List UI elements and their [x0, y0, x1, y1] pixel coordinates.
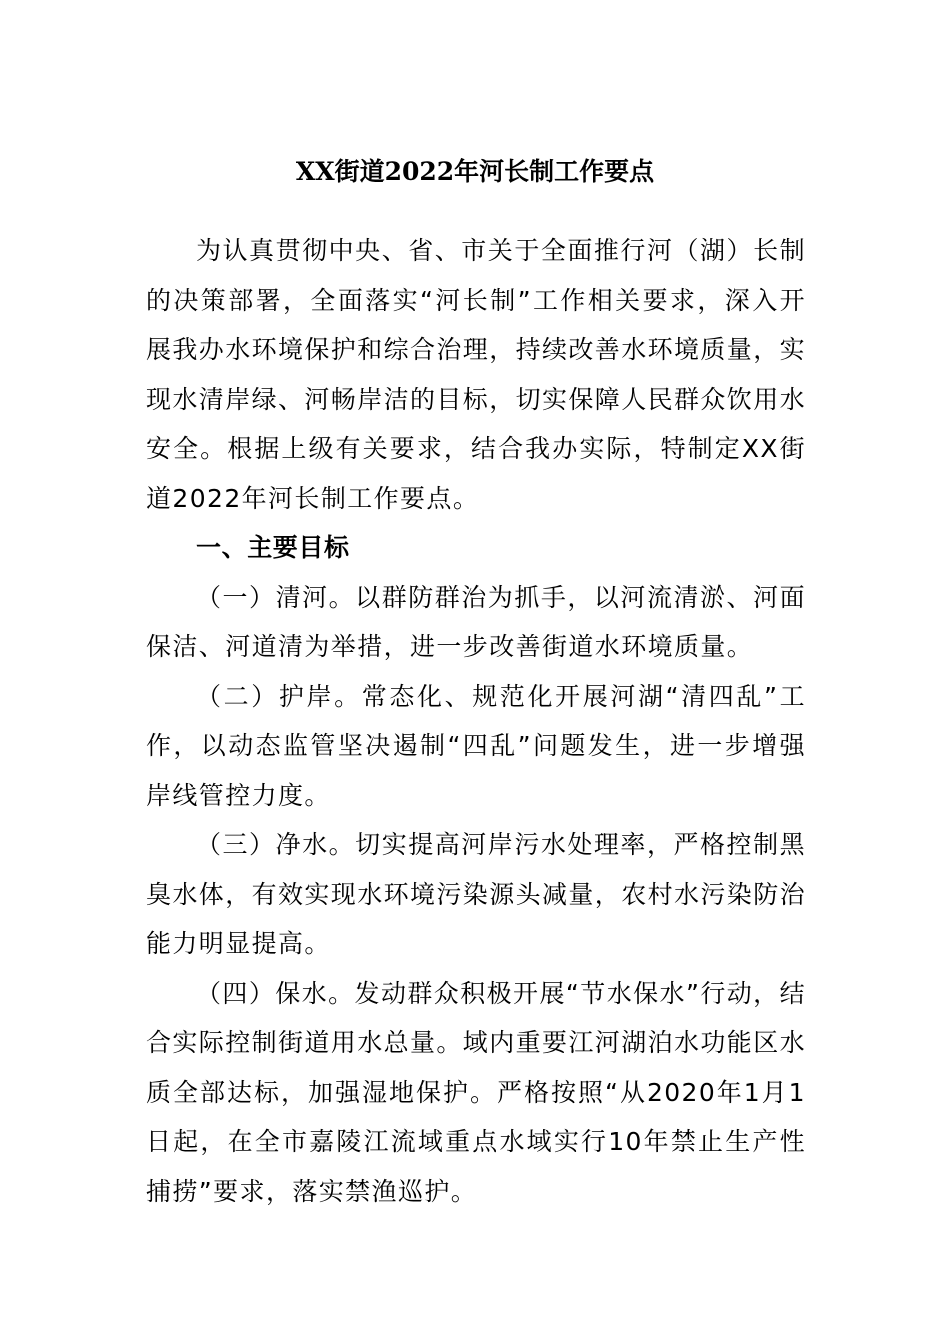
goal-paragraph-conserve-water: （四）保水。发动群众积极开展“节水保水”行动，结合实际控制街道用水总量。域内重要江河湖泊水功能区水质全部达标，加强湿地保护。严格按照“从2020年1月1日起，在全市嘉陵江流域重点水域实行10年禁止生产性捕捞”要求，落实禁渔巡护。 — [146, 978, 807, 1206]
section-heading-main-goals: 一、主要目标 — [196, 533, 350, 562]
goal-paragraph-clean-river: （一）清河。以群防群治为抓手，以河流清淤、河面保洁、河道清为举措，进一步改善街道水环境质量。 — [146, 582, 806, 661]
document-title: XX街道2022年河长制工作要点 — [295, 157, 655, 186]
goal-paragraph-protect-banks: （二）护岸。常态化、规范化开展河湖“清四乱”工作，以动态监管坚决遏制“四乱”问题发生，进一步增强岸线管控力度。 — [146, 681, 806, 810]
document-body — [146, 226, 806, 1216]
intro-paragraph: 为认真贯彻中央、省、市关于全面推行河（湖）长制的决策部署，全面落实“河长制”工作相关要求，深入开展我办水环境保护和综合治理，持续改善水环境质量，实现水清岸绿、河畅岸洁的目标，切实保障人民群众饮用水安全。根据上级有关要求，结合我办实际，特制定XX街道2022年河长制工作要点。 — [146, 236, 807, 513]
goal-paragraph-purify-water: （三）净水。切实提高河岸污水处理率，严格控制黑臭水体，有效实现水环境污染源头减量，农村水污染防治能力明显提高。 — [146, 830, 807, 958]
